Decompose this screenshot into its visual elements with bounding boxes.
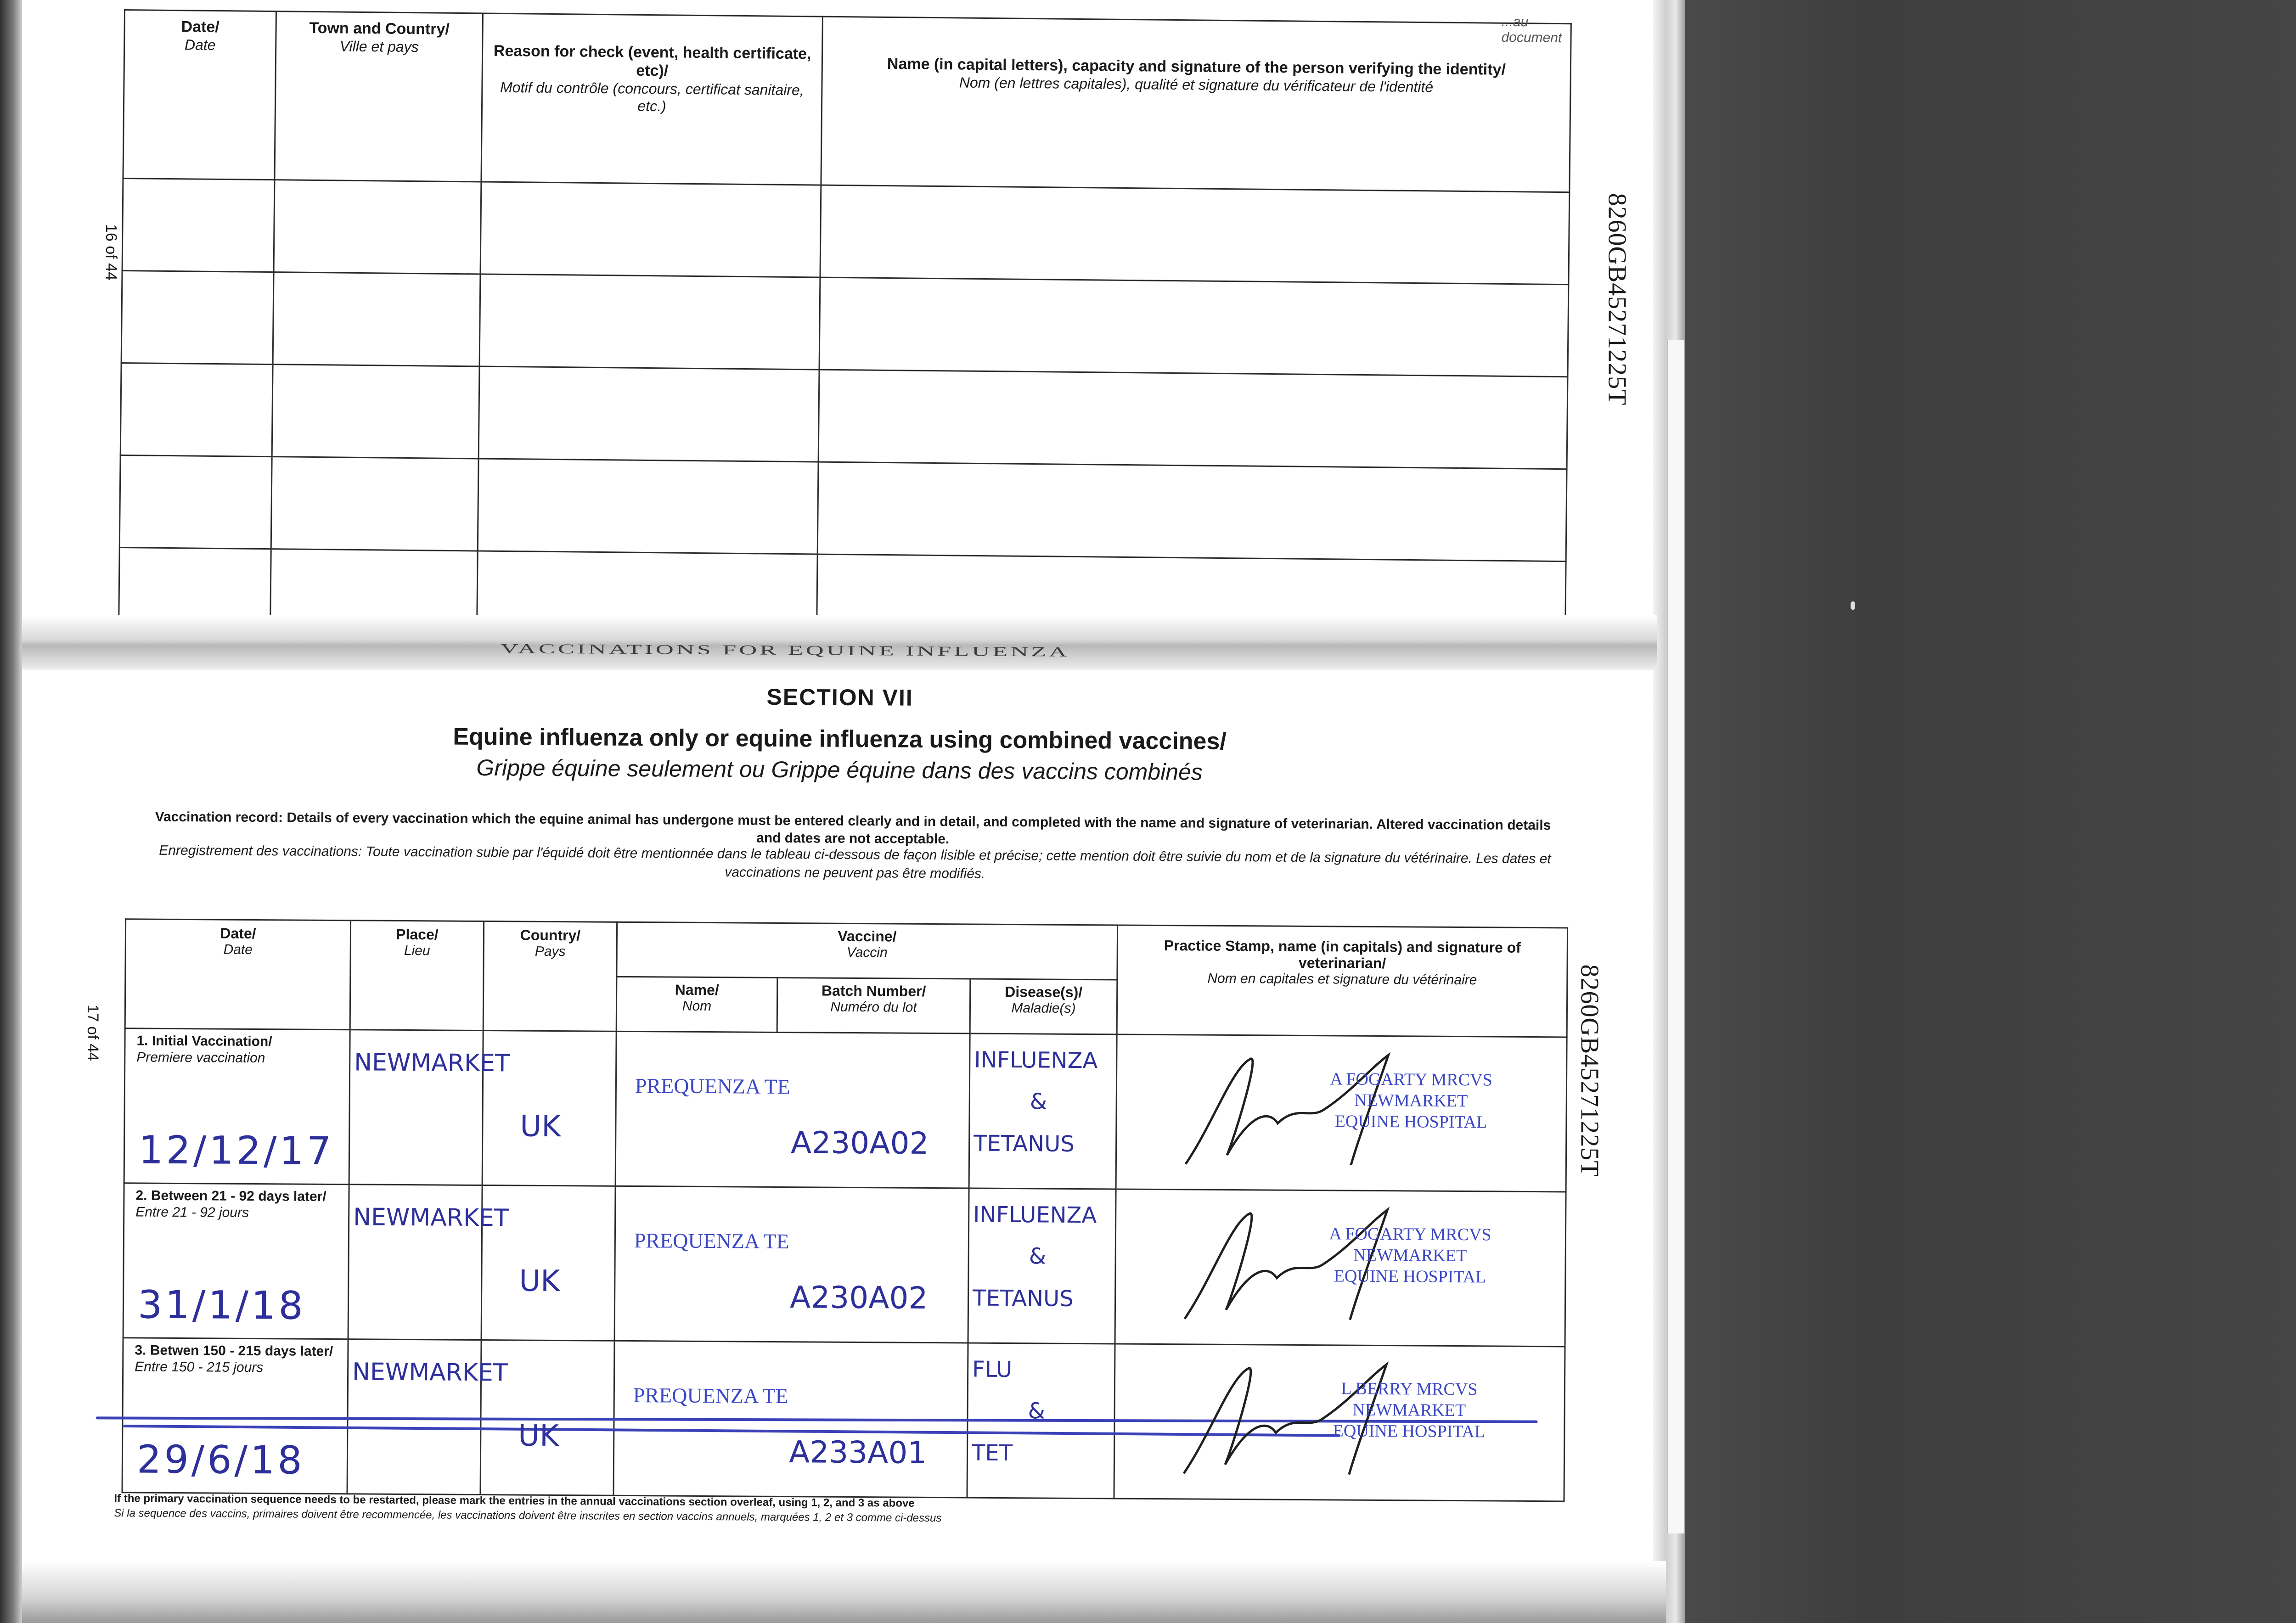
col-reason-header	[481, 13, 822, 185]
book-binding	[0, 0, 22, 1623]
handwritten-place: NEWMARKET	[354, 1049, 510, 1078]
col-disease-en: Disease(s)/	[1005, 983, 1083, 1001]
vaccination-row	[123, 1183, 1566, 1347]
passport-number-bottom: 8260GB45271225T	[1575, 964, 1604, 1177]
identity-check-page	[118, 9, 1584, 638]
row-vet-stamp-cell	[1115, 1189, 1566, 1347]
row-label-en: 3. Betwen 150 - 215 days later/	[135, 1342, 333, 1359]
handwritten-country: UK	[520, 1109, 561, 1144]
table-row	[120, 363, 1568, 469]
handwritten-place: NEWMARKET	[353, 1203, 509, 1232]
col-reason-en: Reason for check (event, health certificate, etc)/	[493, 42, 811, 80]
col-batch-en: Batch Number/	[821, 982, 926, 1000]
col-verifier-fr: Nom (en lettres capitales), qualité et signature du vérificateur de l'identité	[959, 74, 1434, 95]
vet-stamp-line-2: NEWMARKET	[1353, 1245, 1467, 1266]
table-row	[119, 455, 1567, 561]
col-name-fr: Nom	[682, 998, 712, 1014]
vet-stamp-line-3: EQUINE HOSPITAL	[1333, 1421, 1486, 1442]
handwritten-batch-number: A230A02	[790, 1125, 929, 1161]
handwritten-disease-3: TET	[971, 1440, 1013, 1466]
col-stamp-en: Practice Stamp, name (in capitals) and signature of veterinarian/	[1164, 937, 1521, 972]
vaccine-name-stamp: PREQUENZA TE	[635, 1074, 790, 1099]
col-town-en: Town and Country/	[309, 19, 450, 38]
row-vaccine-name-batch-cell	[614, 1186, 969, 1343]
row-date-cell	[123, 1183, 349, 1339]
page-number-bottom: 17 of 44	[84, 1005, 101, 1061]
col-country-header	[483, 921, 617, 1032]
vaccination-row	[124, 1028, 1567, 1192]
vet-stamp-line-2: NEWMARKET	[1352, 1400, 1466, 1421]
col-vaccine-en: Vaccine/	[838, 927, 897, 945]
col-vaccine-fr: Vaccin	[846, 944, 888, 960]
vaccine-name-stamp: PREQUENZA TE	[634, 1229, 789, 1253]
col-stamp-header	[1117, 925, 1567, 1037]
row-disease-cell	[969, 1033, 1117, 1189]
handwritten-batch-number: A230A02	[789, 1280, 928, 1316]
col-reason-fr: Motif du contrôle (concours, certificat sanitaire, etc.)	[500, 79, 804, 115]
row-place-cell	[348, 1185, 509, 1340]
vet-stamp-line-2: NEWMARKET	[1354, 1090, 1468, 1111]
passport-number-top: 8260GB45271225T	[1603, 193, 1632, 406]
col-country-fr: Pays	[535, 943, 566, 960]
vaccination-page	[100, 629, 1575, 1575]
row-label-fr: Premiere vaccination	[136, 1050, 265, 1066]
identity-check-header-row	[123, 10, 1571, 192]
row-vet-stamp-cell	[1116, 1034, 1567, 1192]
vet-stamp-line-3: EQUINE HOSPITAL	[1334, 1112, 1487, 1132]
handwritten-disease-3: TETANUS	[974, 1130, 1075, 1157]
row-disease-cell	[967, 1343, 1115, 1499]
col-date-header	[123, 10, 276, 180]
page-bottom-edge	[22, 1561, 1666, 1623]
col-date-fr: Date	[184, 36, 216, 53]
row-vaccine-name-batch-cell	[613, 1341, 968, 1498]
row-label-fr: Entre 150 - 215 jours	[135, 1359, 264, 1376]
vet-stamp-line-3: EQUINE HOSPITAL	[1334, 1266, 1486, 1287]
page-edge-inner	[1667, 340, 1684, 1533]
table-row	[121, 270, 1569, 376]
col-batch-header	[777, 977, 970, 1033]
col-vaccine-header	[617, 922, 1118, 980]
handwritten-disease-3: TETANUS	[972, 1285, 1074, 1312]
vet-practice-stamp	[1290, 1223, 1530, 1288]
handwritten-date: 12/12/17	[138, 1127, 334, 1174]
vet-stamp-line-1: A FOGARTY MRCVS	[1329, 1224, 1491, 1245]
col-town-header	[275, 11, 483, 182]
vaccination-header-row-1	[125, 919, 1568, 983]
col-town-fr: Ville et pays	[339, 38, 419, 56]
row-vet-stamp-cell	[1114, 1344, 1565, 1501]
handwritten-disease-1: INFLUENZA	[973, 1202, 1097, 1229]
running-header: VACCINATIONS FOR EQUINE INFLUENZA	[500, 640, 1070, 660]
row-date-cell	[124, 1028, 350, 1185]
col-place-header	[350, 921, 484, 1031]
row-country-cell	[482, 1031, 616, 1186]
row-label-en: 2. Between 21 - 92 days later/	[135, 1188, 326, 1204]
col-batch-fr: Numéro du lot	[830, 999, 917, 1015]
page-number-top: 16 of 44	[102, 224, 120, 281]
subtitle-fr: Grippe équine seulement ou Grippe équine dans des vaccins combinés	[476, 754, 1203, 785]
col-stamp-fr: Nom en capitales et signature du vétérinaire	[1207, 971, 1477, 988]
vet-practice-stamp	[1289, 1378, 1529, 1443]
vaccine-name-stamp: PREQUENZA TE	[633, 1383, 788, 1408]
handwritten-batch-number: A233A01	[788, 1434, 927, 1471]
row-country-cell	[480, 1340, 614, 1496]
handwritten-country: UK	[518, 1419, 559, 1454]
col-country-en: Country/	[520, 927, 581, 944]
vaccination-table-wrap	[122, 918, 1569, 1502]
row-country-cell	[481, 1185, 615, 1341]
handwritten-disease-2: &	[1029, 1243, 1047, 1269]
vaccination-table	[122, 918, 1569, 1502]
footnote-fr: Si la sequence des vaccins, primaires doivent être recommencée, les vaccinations doivent être inscrites en section vaccins annuels, marquées 1, 2 et 3 comme ci-dessus	[114, 1507, 942, 1525]
vaccination-record-instructions-fr: Enregistrement des vaccinations: Toute vaccination subie par l'équidé doit être mentionnée dans le tableau ci-dessous de façon lisible et précise; cette mention doit être suivie du nom et de la signature du vétérinaire. Les dates et vaccinations ne peuvent pas être modifiés.	[159, 842, 1551, 882]
row-vaccine-name-batch-cell	[615, 1031, 970, 1188]
col-disease-header	[970, 979, 1117, 1034]
vet-practice-stamp	[1291, 1068, 1531, 1133]
footnote-en: If the primary vaccination sequence needs to be restarted, please mark the entries in the annual vaccinations section overleaf, using 1, 2, and 3 as above	[114, 1492, 915, 1510]
col-verifier-header	[821, 17, 1571, 192]
row-place-cell	[349, 1030, 510, 1185]
col-vaccine-name-header	[616, 977, 777, 1032]
scanner-background	[1681, 0, 2296, 1623]
col-date-fr: Date	[223, 942, 253, 957]
row-label-en: 1. Initial Vaccination/	[136, 1033, 272, 1050]
col-date-header	[125, 919, 350, 1030]
vaccination-row	[122, 1338, 1565, 1501]
vet-stamp-line-1: L BERRY MRCVS	[1341, 1379, 1478, 1399]
handwritten-place: NEWMARKET	[352, 1358, 508, 1387]
col-disease-fr: Maladie(s)	[1011, 1000, 1076, 1016]
col-name-en: Name/	[675, 981, 719, 999]
handwritten-disease-1: FLU	[972, 1356, 1013, 1383]
vet-stamp-line-1: A FOGARTY MRCVS	[1330, 1069, 1492, 1090]
handwritten-disease-2: &	[1030, 1089, 1047, 1115]
handwritten-date: 29/6/18	[136, 1437, 305, 1483]
row-place-cell	[347, 1339, 508, 1495]
row-disease-cell	[968, 1188, 1116, 1344]
handwritten-disease-1: INFLUENZA	[974, 1047, 1098, 1074]
section-title: SECTION VII	[766, 684, 913, 711]
row-label-fr: Entre 21 - 92 jours	[135, 1204, 249, 1220]
identity-check-table	[118, 9, 1572, 633]
subtitle-en: Equine influenza only or equine influenza using combined vaccines/	[453, 723, 1227, 755]
handwritten-country: UK	[519, 1264, 560, 1299]
row-date-cell	[122, 1338, 348, 1494]
col-date-en: Date/	[181, 18, 219, 36]
col-verifier-en: Name (in capital letters), capacity and signature of the person verifying the identity/	[887, 55, 1506, 79]
handwritten-date: 31/1/18	[137, 1282, 306, 1328]
col-date-en: Date/	[220, 925, 256, 942]
record-en-lead: Vaccination record:	[155, 809, 283, 826]
record-en-body: Details of every vaccination which the equine animal has undergone must be entered clearly and in detail, and completed with the name and signature of veterinarian. Altered vaccination details and dates are not acceptable.	[282, 810, 1551, 847]
table-row	[122, 178, 1570, 284]
handwritten-disease-2: &	[1028, 1398, 1046, 1424]
col-place-en: Place/	[396, 926, 439, 943]
col-place-fr: Lieu	[404, 943, 430, 959]
header-clipped-text: ...au document	[1501, 14, 1562, 46]
dust-speck	[1851, 601, 1855, 610]
